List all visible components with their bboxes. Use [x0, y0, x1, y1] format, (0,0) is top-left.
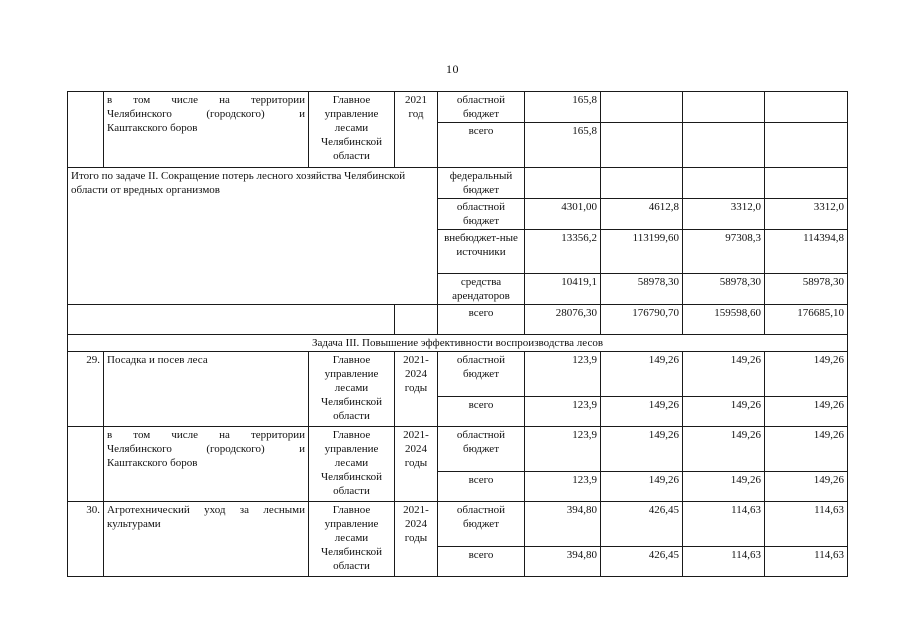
- year-cell: 2021 год: [395, 92, 438, 168]
- table-row: [68, 502, 848, 547]
- value-cell: 114,63: [683, 502, 765, 547]
- value-cell: 149,26: [683, 397, 765, 427]
- value-cell: 165,8: [525, 92, 601, 123]
- table-row: [68, 92, 848, 123]
- value-cell: 58978,30: [683, 274, 765, 305]
- value-cell: 28076,30: [525, 305, 601, 335]
- value-cell: 149,26: [765, 352, 848, 397]
- row-number-cell: 30.: [68, 502, 104, 577]
- value-cell: 3312,0: [765, 199, 848, 230]
- value-cell: 149,26: [765, 427, 848, 472]
- value-cell: 149,26: [683, 472, 765, 502]
- source-label: областной бюджет: [438, 92, 525, 123]
- executor-cell: Главное управление лесами Челябинской области: [309, 427, 395, 502]
- row-name-cell: Посадка и посев леса: [104, 352, 309, 427]
- source-label: всего: [438, 305, 525, 335]
- source-label: областной бюджет: [438, 502, 525, 547]
- value-cell: 176685,10: [765, 305, 848, 335]
- row-name-cell: Агротехнический уход за лесными культурами: [104, 502, 309, 577]
- value-cell: 394,80: [525, 547, 601, 577]
- source-label: областной бюджет: [438, 352, 525, 397]
- value-cell: [525, 168, 601, 199]
- value-cell: 149,26: [601, 472, 683, 502]
- program-table: [67, 91, 848, 577]
- value-cell: 149,26: [601, 397, 683, 427]
- value-cell: [683, 92, 765, 123]
- task-total-label: Итого по задаче II. Сокращение потерь лесного хозяйства Челябинской области от вредных организмов: [68, 168, 438, 305]
- source-label: всего: [438, 472, 525, 502]
- value-cell: 123,9: [525, 352, 601, 397]
- value-cell: 114,63: [683, 547, 765, 577]
- table-row: [68, 352, 848, 397]
- empty-cell: [68, 305, 395, 335]
- value-cell: [765, 168, 848, 199]
- empty-cell: [395, 305, 438, 335]
- value-cell: [601, 168, 683, 199]
- value-cell: 149,26: [765, 472, 848, 502]
- table-row: [68, 335, 848, 352]
- value-cell: 123,9: [525, 427, 601, 472]
- source-label: областной бюджет: [438, 427, 525, 472]
- value-cell: 176790,70: [601, 305, 683, 335]
- row-name-cell: в том числе на территории Челябинского (городского) и Каштакского боров: [104, 92, 309, 168]
- value-cell: 4301,00: [525, 199, 601, 230]
- value-cell: 114,63: [765, 502, 848, 547]
- row-number-cell: [68, 92, 104, 168]
- value-cell: 426,45: [601, 547, 683, 577]
- source-label: средства арендаторов: [438, 274, 525, 305]
- table-row: [68, 168, 848, 199]
- value-cell: 149,26: [765, 397, 848, 427]
- source-label: всего: [438, 397, 525, 427]
- value-cell: 113199,60: [601, 230, 683, 274]
- source-label: федеральный бюджет: [438, 168, 525, 199]
- value-cell: 394,80: [525, 502, 601, 547]
- value-cell: [601, 92, 683, 123]
- page-number: 10: [446, 62, 459, 76]
- source-label: областной бюджет: [438, 199, 525, 230]
- value-cell: 149,26: [601, 427, 683, 472]
- value-cell: 165,8: [525, 123, 601, 168]
- year-cell: 2021-2024 годы: [395, 502, 438, 577]
- executor-cell: Главное управление лесами Челябинской области: [309, 92, 395, 168]
- table-row: [68, 305, 848, 335]
- value-cell: 149,26: [683, 352, 765, 397]
- value-cell: 58978,30: [765, 274, 848, 305]
- row-number-cell: [68, 427, 104, 502]
- year-cell: 2021-2024 годы: [395, 352, 438, 427]
- value-cell: 3312,0: [683, 199, 765, 230]
- value-cell: 97308,3: [683, 230, 765, 274]
- task-header: Задача III. Повышение эффективности воспроизводства лесов: [68, 335, 848, 352]
- executor-cell: Главное управление лесами Челябинской области: [309, 502, 395, 577]
- value-cell: 159598,60: [683, 305, 765, 335]
- value-cell: 114,63: [765, 547, 848, 577]
- value-cell: 149,26: [683, 427, 765, 472]
- value-cell: [683, 123, 765, 168]
- value-cell: 10419,1: [525, 274, 601, 305]
- value-cell: 13356,2: [525, 230, 601, 274]
- year-cell: 2021-2024 годы: [395, 427, 438, 502]
- row-name-cell: в том числе на территории Челябинского (городского) и Каштакского боров: [104, 427, 309, 502]
- source-label: внебюджет-ные источники: [438, 230, 525, 274]
- source-label: всего: [438, 547, 525, 577]
- value-cell: 149,26: [601, 352, 683, 397]
- row-number-cell: 29.: [68, 352, 104, 427]
- value-cell: [765, 123, 848, 168]
- value-cell: 114394,8: [765, 230, 848, 274]
- value-cell: [765, 92, 848, 123]
- value-cell: [601, 123, 683, 168]
- table-row: [68, 427, 848, 472]
- value-cell: 123,9: [525, 397, 601, 427]
- value-cell: [683, 168, 765, 199]
- executor-cell: Главное управление лесами Челябинской области: [309, 352, 395, 427]
- value-cell: 426,45: [601, 502, 683, 547]
- source-label: всего: [438, 123, 525, 168]
- value-cell: 58978,30: [601, 274, 683, 305]
- value-cell: 4612,8: [601, 199, 683, 230]
- value-cell: 123,9: [525, 472, 601, 502]
